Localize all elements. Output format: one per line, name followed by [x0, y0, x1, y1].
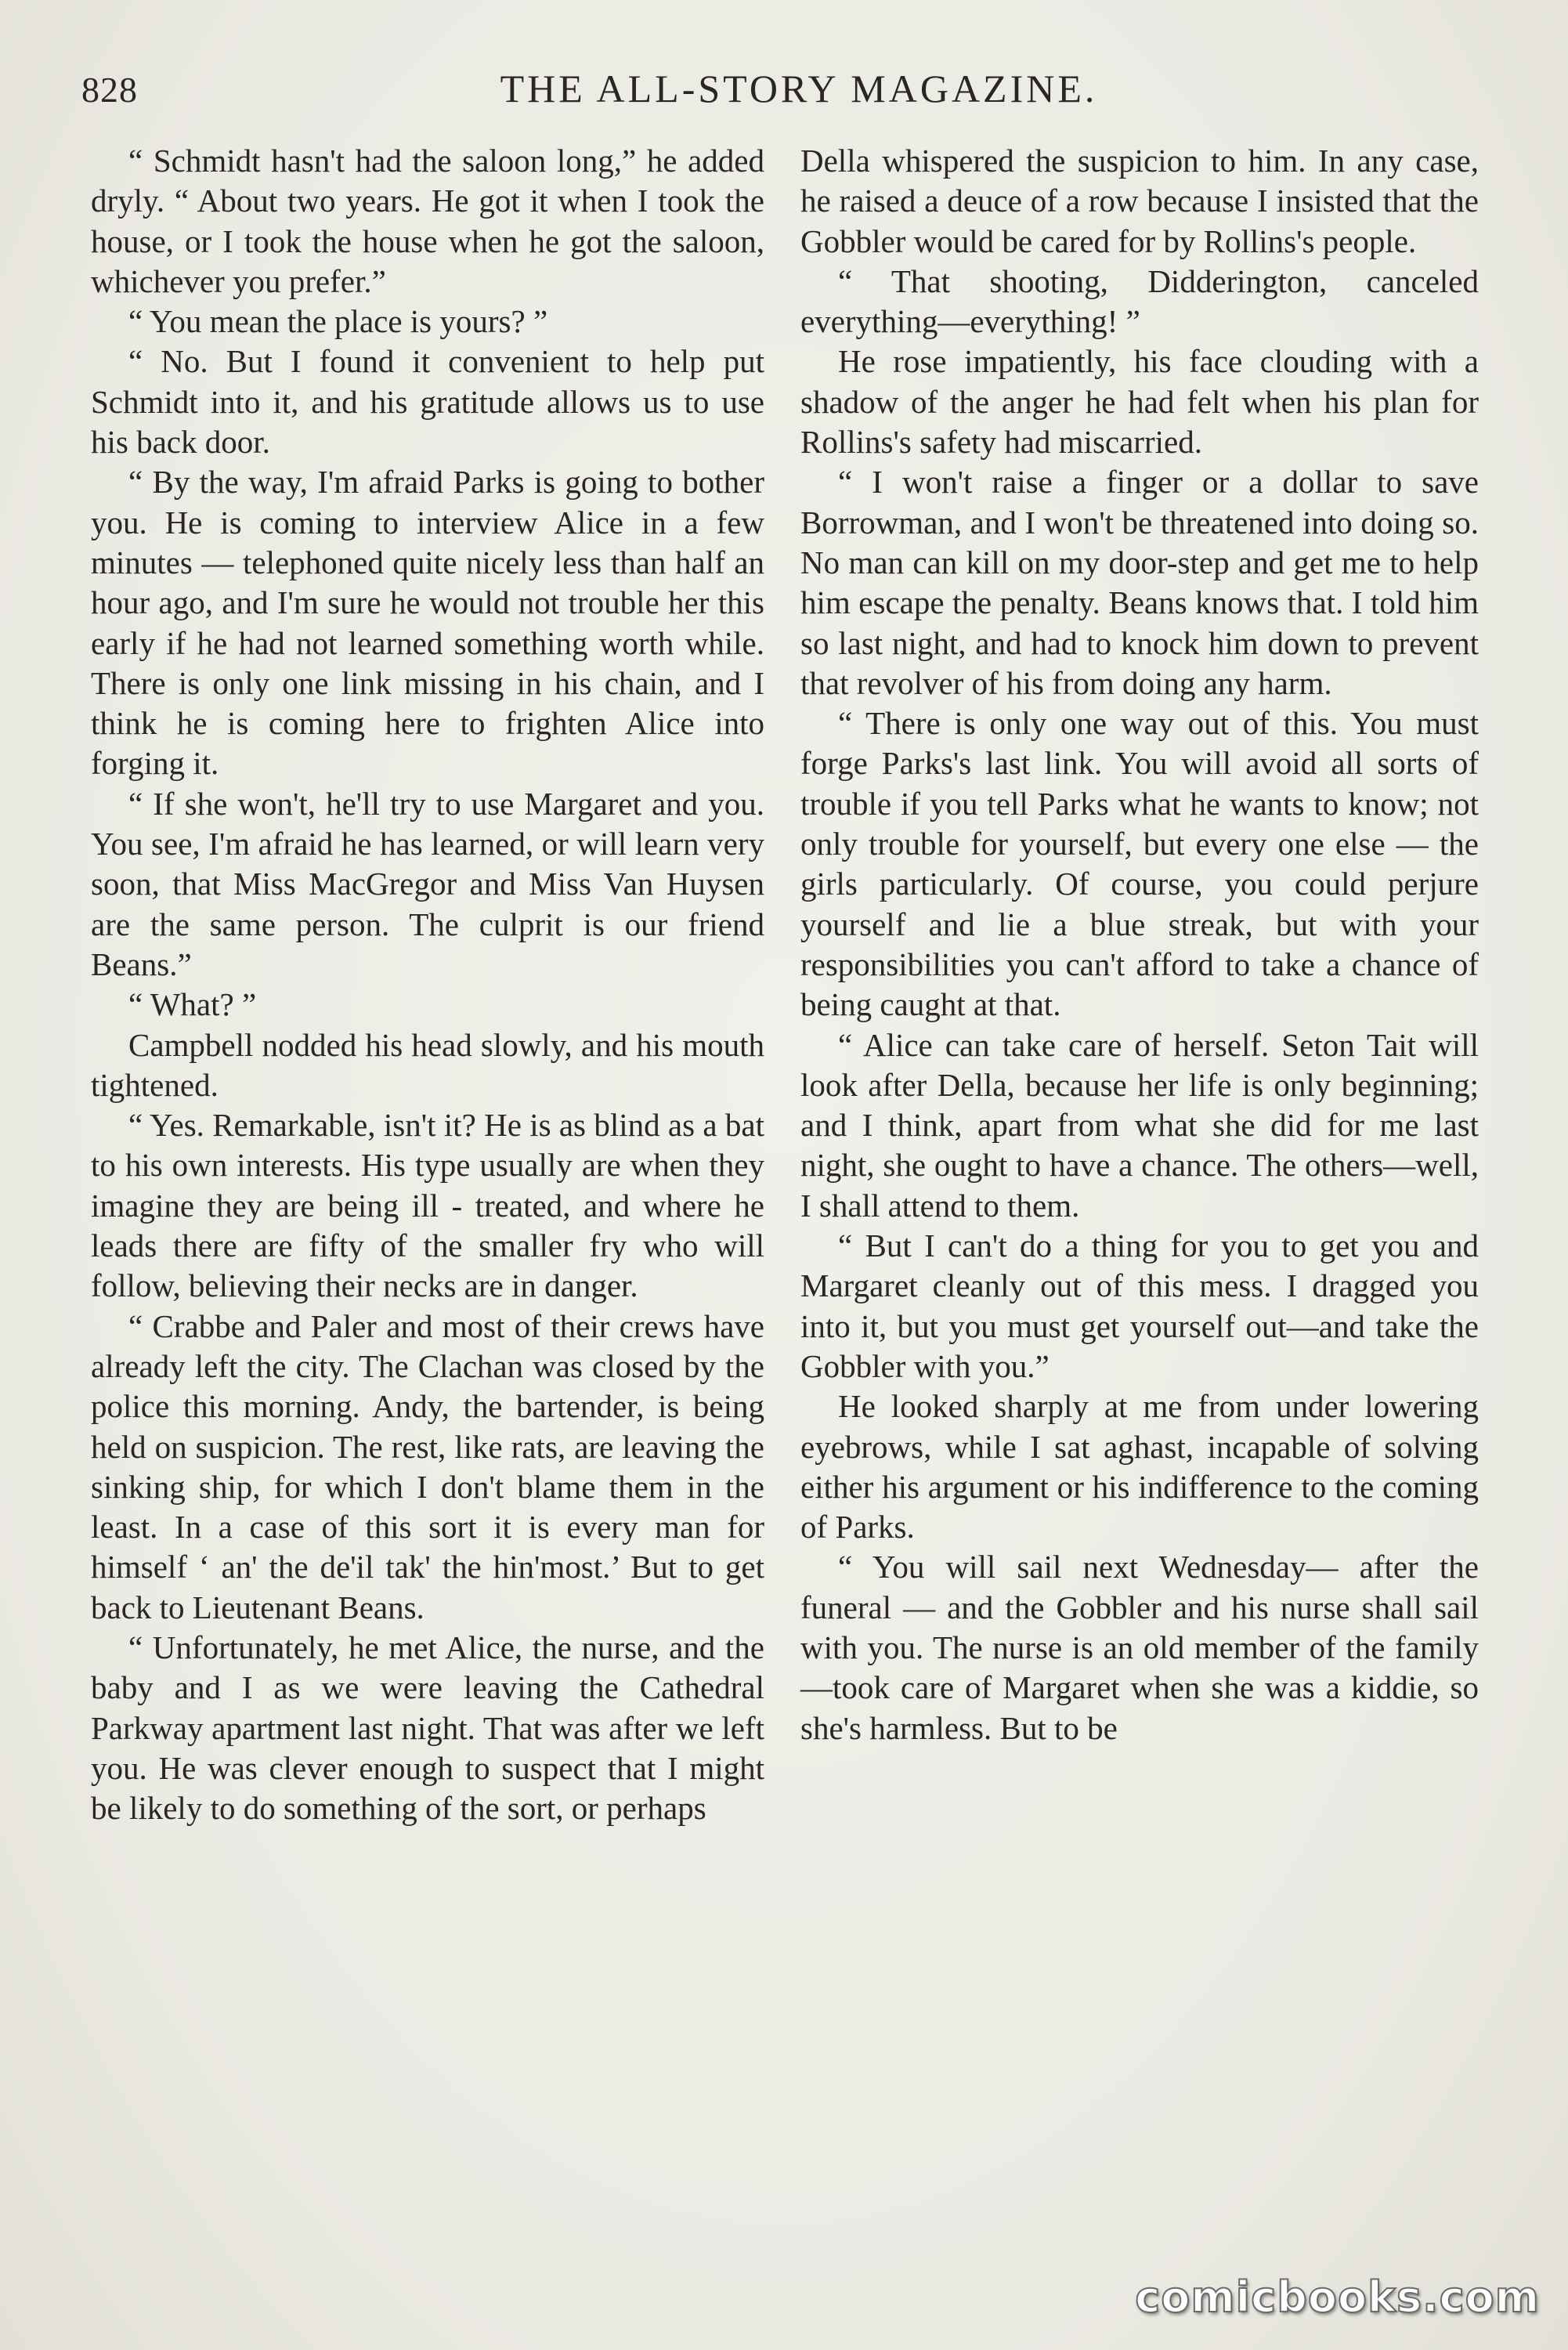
paragraph: “ Schmidt hasn't had the saloon long,” he added dryly. “ About two years. He got it when I took the house, or I took the house when he got the saloon, whichever you prefer.” — [91, 143, 764, 299]
paragraph: “ But I can't do a thing for you to get you and Margaret cleanly out of this mess. I dragged you into it, but you must get yourself out—and take the Gobbler with you.” — [800, 1227, 1479, 1384]
paragraph: He rose impatiently, his face clouding with a shadow of the anger he had felt when his plan for Rollins's safety had miscarried. — [800, 343, 1479, 461]
running-head: THE ALL-STORY MAGAZINE. — [500, 67, 1098, 110]
paragraph: “ Yes. Remarkable, isn't it? He is as blind as a bat to his own interests. His type usually are when they imagine they are being ill - treated, and where he leads there are fifty of the smaller fry who will follow, believing their necks are in danger. — [91, 1107, 764, 1304]
continued-paragraph: Della whispered the suspicion to him. In any case, he raised a deuce of a row because I insisted that the Gobbler would be cared for by Rollins's people. — [800, 143, 1479, 259]
paragraph: “ Alice can take care of herself. Seton Tait will look after Della, because her life is only beginning; and I think, apart from what she did for me last night, she ought to have a chance. The others—well, I shall attend to them. — [800, 1026, 1479, 1224]
paragraph: “ You mean the place is yours? ” — [128, 303, 548, 340]
paragraph: He looked sharply at me from under lowering eyebrows, while I sat aghast, incapable of solving either his argument or his indifference to the coming of Parks. — [800, 1388, 1479, 1546]
paragraph: “ I won't raise a finger or a dollar to save Borrowman, and I won't be threatened into doing so. No man can kill on my door-step and get me to help him escape the penalty. Beans knows that. I told him so last night, and had to knock him down to prevent that revolver of his from doing any harm. — [800, 464, 1479, 701]
site-watermark: comicbooks.com — [1135, 2272, 1540, 2322]
paragraph: Campbell nodded his head slowly, and his mouth tightened. — [91, 1026, 764, 1103]
paragraph: “ By the way, I'm afraid Parks is going to bother you. He is coming to interview Alice in a few minutes — telephoned quite nicely less than half an hour ago, and I'm sure he would not trouble her this early if he had not learned something worth while. There is only one link missing in his chain, and I think he is coming here to frighten Alice into forging it. — [91, 464, 764, 782]
paragraph: “ What? ” — [128, 986, 257, 1023]
paragraph: “ Unfortunately, he met Alice, the nurse, and the baby and I as we were leaving the Cathedral Parkway apartment last night. That was after we left you. He was clever enough to suspect that I might be likely to do something of the sort, or perhaps — [91, 1629, 764, 1827]
paragraph: “ Crabbe and Paler and most of their crews have already left the city. The Clachan was closed by the police this morning. Andy, the bartender, is being held on suspicion. The rest, like rats, are leaving the sinking ship, for which I don't blame them in the least. In a case of this sort it is every man for himself ‘ an' the de'il tak' the hin'most.’ But to get back to Lieutenant Beans. — [91, 1307, 764, 1625]
paragraph: “ You will sail next Wednesday— after the funeral — and the Gobbler and his nurse shall sail with you. The nurse is an old member of the family —took care of Margaret when she was a kiddie, so she's harmless. But to be — [800, 1549, 1479, 1746]
page-number: 828 — [81, 70, 138, 110]
paragraph: “ That shooting, Didderington, canceled everything—everything! ” — [800, 262, 1479, 340]
paragraph: “ There is only one way out of this. You must forge Parks's last link. You will avoid all sorts of trouble if you tell Parks what he wants to know; not only trouble for yourself, but every one else — the girls particularly. Of course, you could perjure yourself and lie a blue streak, but with your responsibilities you can't afford to take a chance of being caught at that. — [800, 705, 1479, 1023]
right-column — [800, 141, 1479, 1748]
left-column — [91, 141, 764, 1828]
paragraph: “ If she won't, he'll try to use Margaret and you. You see, I'm afraid he has learned, or will learn very soon, that Miss MacGregor and Miss Van Huysen are the same person. The culprit is our friend Beans.” — [91, 785, 764, 982]
paragraph: “ No. But I found it convenient to help put Schmidt into it, and his gratitude allows us to use his back door. — [91, 343, 764, 461]
